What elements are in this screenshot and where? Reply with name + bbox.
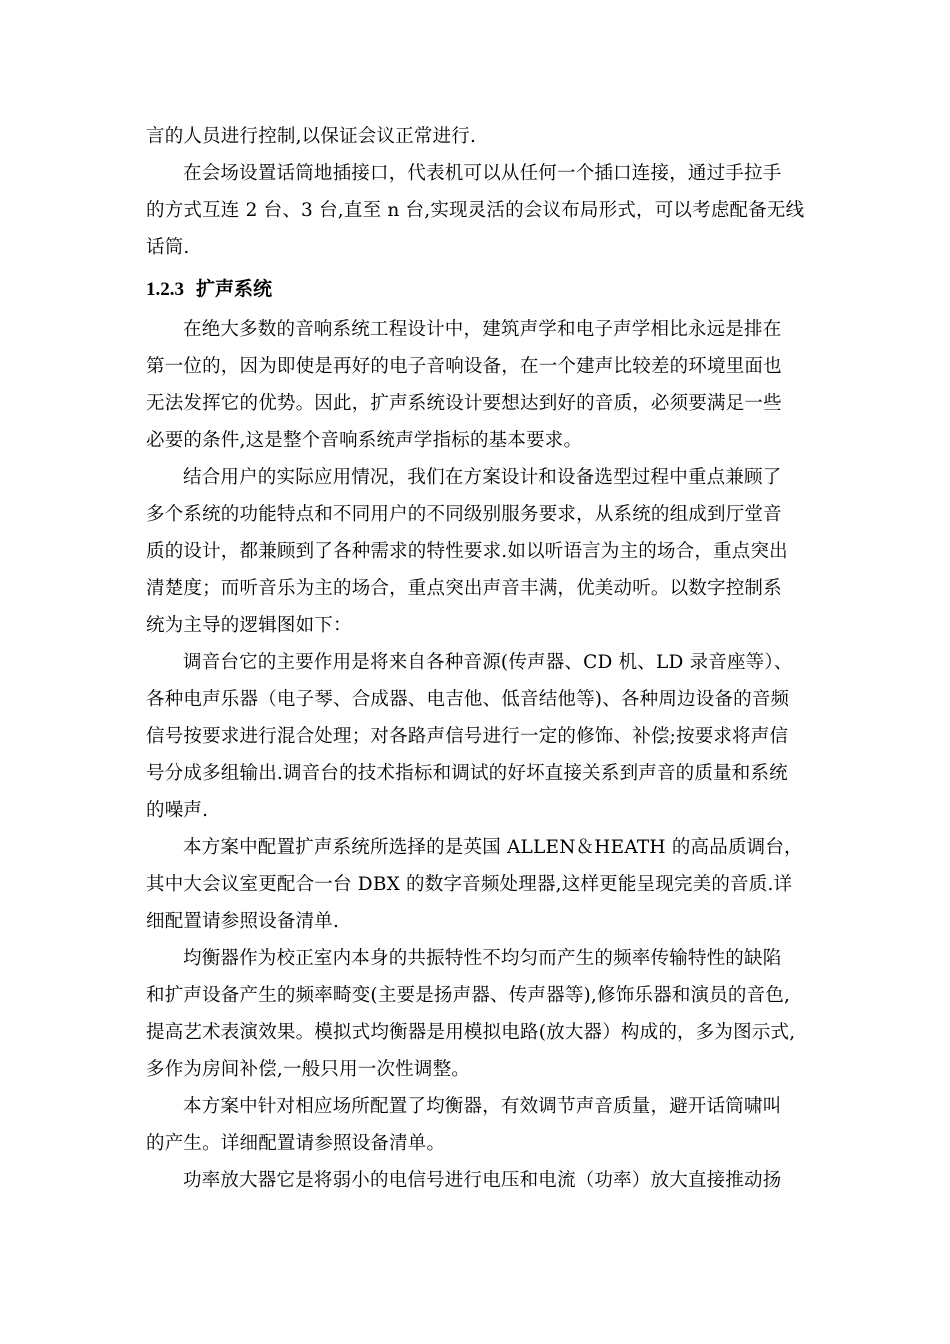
text-line: 功率放大器它是将弱小的电信号进行电压和电流（功率）放大直接推动扬 [183,1170,782,1191]
text-line: 统为主导的逻辑图如下： [146,615,352,636]
paragraph-power-amplifier [146,1162,814,1199]
text-line: 均衡器作为校正室内本身的共振特性不均匀而产生的频率传输特性的缺陷 [183,948,782,969]
document-page [146,118,814,1199]
text-line: 各种电声乐器（电子琴、合成器、电吉他、低音结他等)、各种周边设备的音频 [146,689,790,710]
text-line: 无法发挥它的优势。因此，扩声系统设计要想达到好的音质，必须要满足一些 [146,393,782,414]
text-line: 第一位的，因为即使是再好的电子音响设备，在一个建声比较差的环境里面也 [146,356,782,377]
section-number: 1.2.3 [146,279,184,300]
text-line: 的产生。详细配置请参照设备清单。 [146,1133,446,1154]
text-line: 的噪声. [146,800,209,821]
text-line: 多个系统的功能特点和不同用户的不同级别服务要求，从系统的组成到厅堂音 [146,504,782,525]
paragraph-mic-interface [146,155,814,266]
section-heading [146,270,814,308]
text-line: 提高艺术表演效果。模拟式均衡器是用模拟电路(放大器）构成的，多为图示式, [146,1022,796,1043]
paragraph-equalizer-config [146,1088,814,1162]
text-line: 细配置请参照设备清单. [146,911,340,932]
text-line: 其中大会议室更配合一台 DBX 的数字音频处理器,这样更能呈现完美的音质.详 [146,874,793,895]
text-line: 言的人员进行控制,以保证会议正常进行. [146,126,477,147]
continuation-paragraph [146,118,814,155]
text-line: 信号按要求进行混合处理；对各路声信号进行一定的修饰、补偿;按要求将声信 [146,726,789,747]
text-line: 质的设计，都兼顾到了各种需求的特性要求.如以听语言为主的场合，重点突出 [146,541,788,562]
text-line: 多作为房间补偿,一般只用一次性调整。 [146,1059,470,1080]
text-line: 调音台它的主要作用是将来自各种音源(传声器、CD 机、LD 录音座等）、 [183,652,793,673]
text-line: 必要的条件,这是整个音响系统声学指标的基本要求。 [146,430,583,451]
text-line: 本方案中针对相应场所配置了均衡器，有效调节声音质量，避开话筒啸叫 [183,1096,782,1117]
paragraph-mixer-selection [146,829,814,940]
text-line: 和扩声设备产生的频率畸变(主要是扬声器、传声器等),修饰乐器和演员的音色, [146,985,791,1006]
text-line: 在绝大多数的音响系统工程设计中，建筑声学和电子声学相比永远是排在 [183,319,782,340]
text-line: 话筒. [146,237,190,258]
paragraph-mixer [146,644,814,829]
section-title: 扩声系统 [196,278,273,300]
paragraph-user-requirements [146,459,814,644]
text-line: 在会场设置话筒地插接口，代表机可以从任何一个插口连接，通过手拉手 [183,163,782,184]
text-line: 本方案中配置扩声系统所选择的是英国 ALLEN＆HEATH 的高品质调台， [183,837,803,858]
paragraph-acoustics [146,311,814,459]
text-line: 清楚度；而听音乐为主的场合，重点突出声音丰满，优美动听。以数字控制系 [146,578,782,599]
text-line: 号分成多组输出.调音台的技术指标和调试的好坏直接关系到声音的质量和系统 [146,763,788,784]
paragraph-equalizer [146,940,814,1088]
text-line: 结合用户的实际应用情况，我们在方案设计和设备选型过程中重点兼顾了 [183,467,782,488]
text-line: 的方式互连 2 台、3 台,直至 n 台,实现灵活的会议布局形式，可以考虑配备无线 [146,200,805,221]
